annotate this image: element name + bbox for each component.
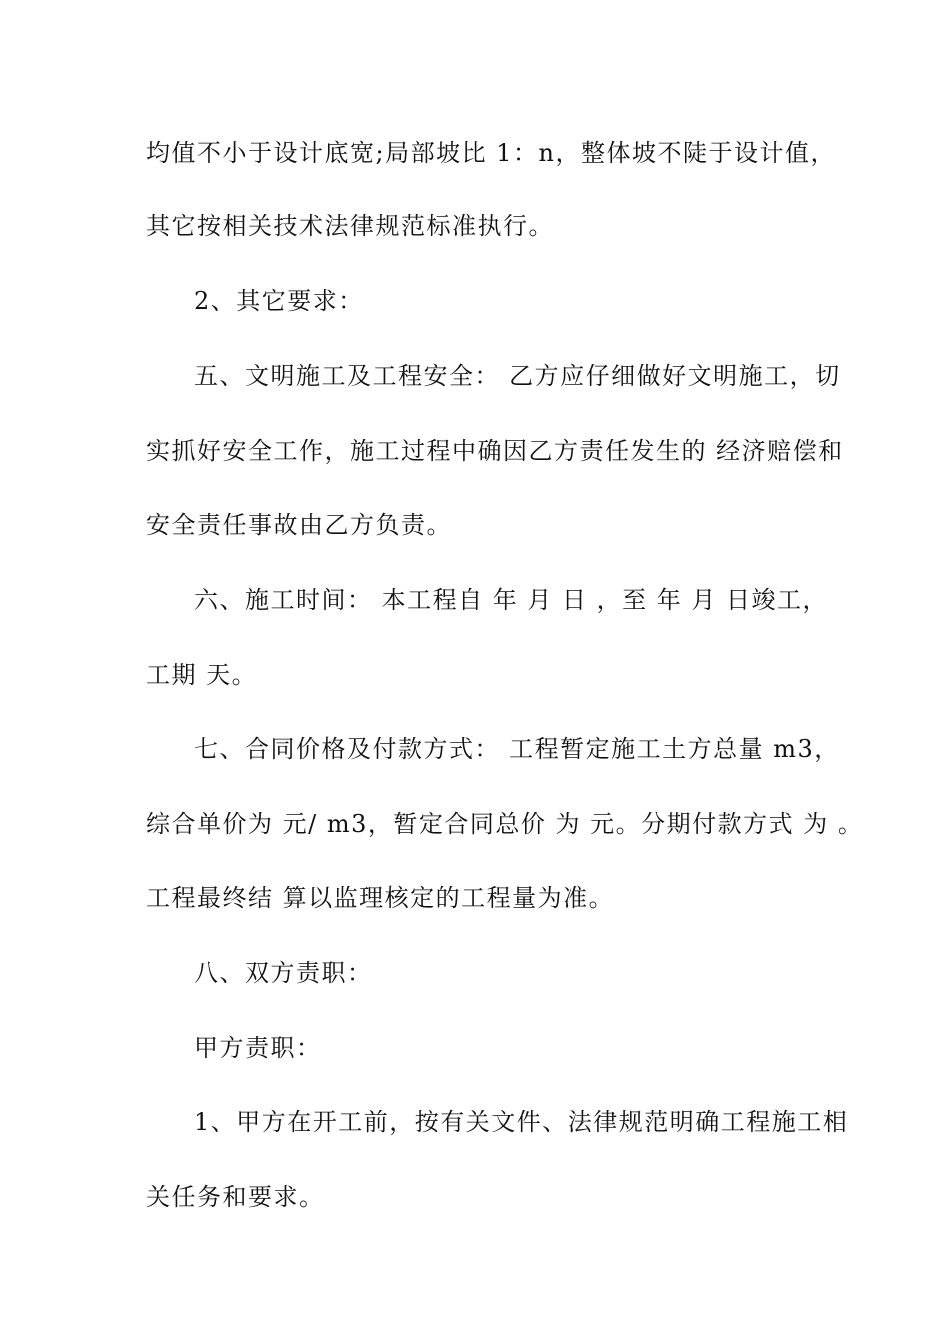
paragraph-line: 八、双方责职： <box>194 959 373 987</box>
paragraph-line: 工程最终结 算以监理核定的工程量为准。 <box>146 884 615 912</box>
paragraph-line: 七、合同价格及付款方式： 工程暂定施工土方总量 m3， <box>194 735 840 763</box>
paragraph-line: 综合单价为 元/ m3，暂定合同总价 为 元。分期付款方式 为 。 <box>146 810 864 838</box>
paragraph-line: 关任务和要求。 <box>146 1183 325 1211</box>
paragraph-line: 1、甲方在开工前，按有关文件、法律规范明确工程施工相 <box>194 1108 849 1136</box>
paragraph-line: 实抓好安全工作，施工过程中确因乙方责任发生的 经济赔偿和 <box>146 437 844 465</box>
paragraph-line: 安全责任事故由乙方负责。 <box>146 511 452 539</box>
paragraph-line: 五、文明施工及工程安全： 乙方应仔细做好文明施工，切 <box>194 362 841 390</box>
paragraph-line: 甲方责职： <box>194 1034 322 1062</box>
paragraph-line: 六、施工时间： 本工程自 年 月 日 ，至 年 月 日竣工， <box>194 586 829 614</box>
paragraph-line: 其它按相关技术法律规范标准执行。 <box>146 212 554 240</box>
paragraph-line: 均值不小于设计底宽;局部坡比 1：n，整体坡不陡于设计值， <box>146 139 836 167</box>
paragraph-line: 工期 天。 <box>146 661 258 689</box>
paragraph-line: 2、其它要求： <box>194 287 364 315</box>
